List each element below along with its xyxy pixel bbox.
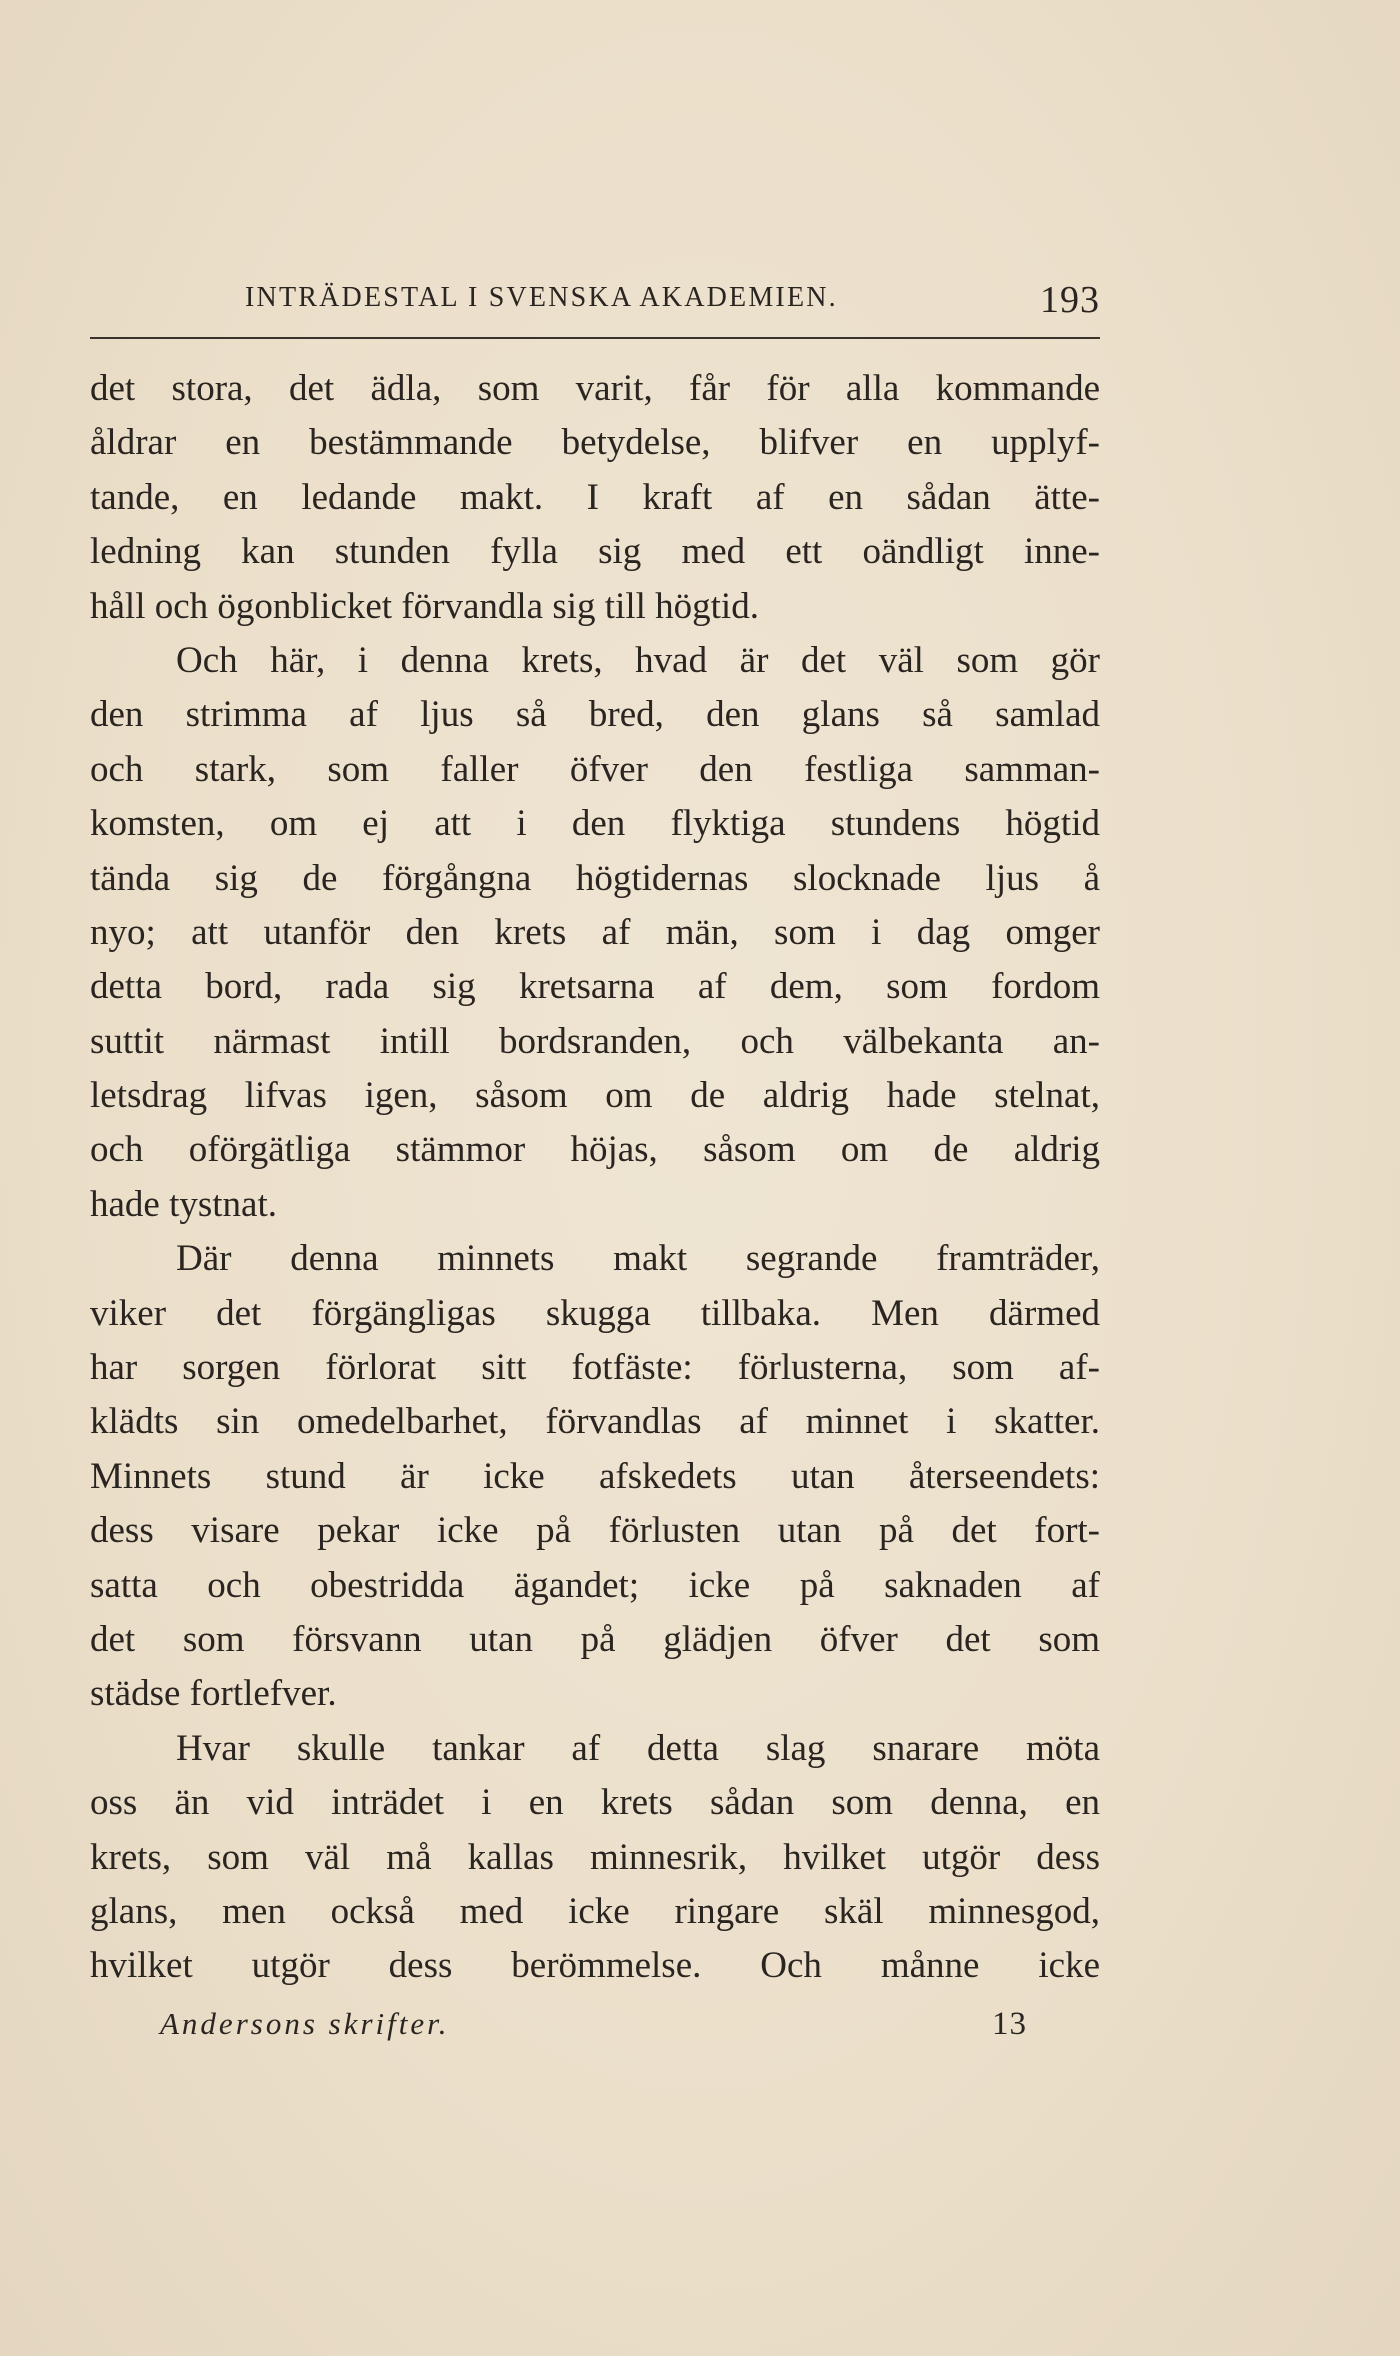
text-line: Minnets stund är icke afskedets utan återseendets: — [90, 1455, 1100, 1497]
page-footer — [90, 2006, 1100, 2056]
running-head: INTRÄDESTAL I SVENSKA AKADEMIEN. — [245, 282, 838, 313]
text-line: den strimma af ljus så bred, den glans så samlad — [90, 694, 1100, 736]
page-number: 193 — [1040, 279, 1100, 321]
text-line: viker det förgängligas skugga tillbaka. Men därmed — [90, 1292, 1100, 1334]
text-line: tända sig de förgångna högtidernas slocknade ljus å — [90, 857, 1100, 899]
sheet-number: 13 — [992, 2006, 1027, 2042]
text-line: klädts sin omedelbarhet, förvandlas af minnet i skatter. — [90, 1401, 1100, 1443]
paragraph-start-line: Där denna minnets makt segrande framträder, — [176, 1238, 1100, 1280]
text-line: hade tystnat. — [90, 1183, 278, 1225]
text-line: håll och ögonblicket förvandla sig till högtid. — [90, 585, 759, 627]
text-line: och oförgätliga stämmor höjas, såsom om de aldrig — [90, 1129, 1100, 1171]
text-line: har sorgen förlorat sitt fotfäste: förlusterna, som af- — [90, 1347, 1100, 1389]
text-line: tande, en ledande makt. I kraft af en sådan ätte- — [90, 476, 1100, 518]
signature-line: Andersons skrifter. — [160, 2006, 450, 2041]
text-line: oss än vid inträdet i en krets sådan som denna, en — [90, 1782, 1100, 1824]
text-line: det stora, det ädla, som varit, får för alla kommande — [90, 368, 1100, 409]
paragraph-start-line: Hvar skulle tankar af detta slag snarare möta — [176, 1727, 1100, 1769]
text-line: nyo; att utanför den krets af män, som i dag omger — [90, 911, 1100, 953]
page-header — [90, 278, 1100, 328]
text-line: letsdrag lifvas igen, såsom om de aldrig hade stelnat, — [90, 1075, 1100, 1117]
text-line: satta och obestridda ägandet; icke på saknaden af — [90, 1564, 1100, 1606]
text-line: städse fortlefver. — [90, 1673, 337, 1715]
text-line: detta bord, rada sig kretsarna af dem, som fordom — [90, 966, 1100, 1008]
text-line: ledning kan stunden fylla sig med ett oändligt inne- — [90, 531, 1100, 573]
text-line: komsten, om ej att i den flyktiga stundens högtid — [90, 803, 1100, 845]
text-line: krets, som väl må kallas minnesrik, hvilket utgör dess — [90, 1836, 1100, 1878]
text-line: det som försvann utan på glädjen öfver det som — [90, 1618, 1100, 1660]
text-line: åldrar en bestämmande betydelse, blifver en upplyf- — [90, 422, 1100, 464]
text-line: dess visare pekar icke på förlusten utan på det fort- — [90, 1510, 1100, 1552]
text-line: hvilket utgör dess berömmelse. Och månne icke — [90, 1945, 1100, 1987]
text-line: glans, men också med icke ringare skäl minnesgod, — [90, 1890, 1100, 1932]
paragraph-start-line: Och här, i denna krets, hvad är det väl som gör — [176, 639, 1100, 681]
text-line: suttit närmast intill bordsranden, och välbekanta an- — [90, 1020, 1100, 1062]
text-line: och stark, som faller öfver den festliga samman- — [90, 748, 1100, 790]
header-rule — [90, 337, 1100, 339]
body-text — [90, 362, 1100, 1994]
